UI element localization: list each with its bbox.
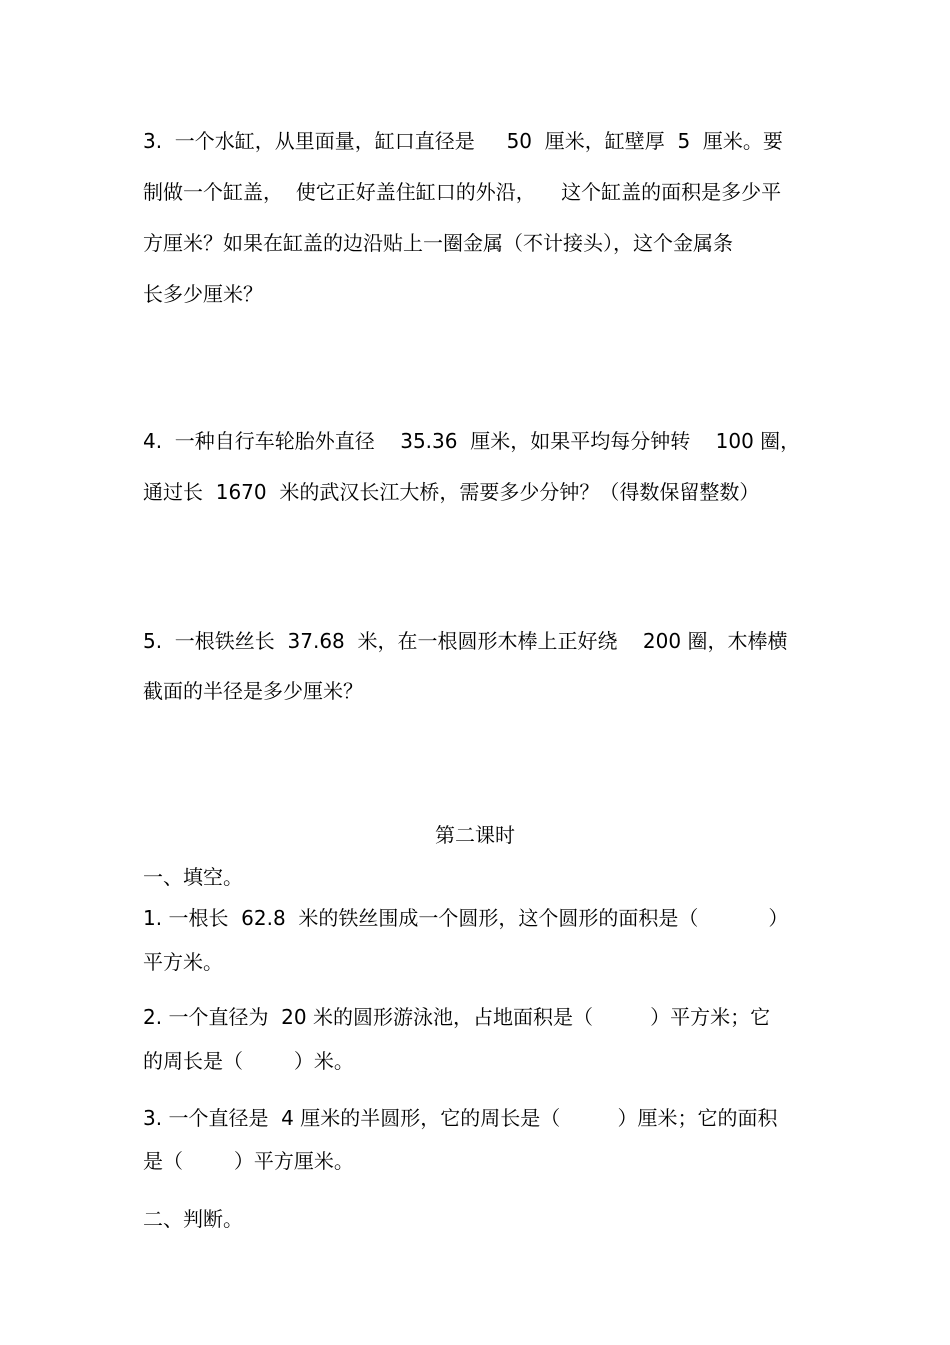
fill-item-3-line-2: 是（ ）平方厘米。 [143, 1149, 354, 1173]
fill-item-1-line-1: 1. 一根长 62.8 米的铁丝围成一个圆形，这个圆形的面积是（ ） [143, 906, 789, 930]
problem-3-line-4: 长多少厘米？ [143, 282, 263, 306]
problem-3-line-3: 方厘米？如果在缸盖的边沿贴上一圈金属（不计接头），这个金属条 [143, 231, 733, 255]
problem-4-line-1: 4. 一种自行车轮胎外直径 35.36 厘米，如果平均每分钟转 100 圈， [143, 429, 801, 453]
section-2-heading: 二、判断。 [143, 1207, 243, 1231]
fill-item-1-line-2: 平方米。 [143, 950, 223, 974]
lesson-title: 第二课时 [435, 823, 515, 847]
problem-5-line-2: 截面的半径是多少厘米？ [143, 679, 363, 703]
problem-4-line-2: 通过长 1670 米的武汉长江大桥，需要多少分钟？（得数保留整数） [143, 480, 760, 504]
fill-item-2-line-1: 2. 一个直径为 20 米的圆形游泳池，占地面积是（ ）平方米；它 [143, 1005, 771, 1029]
problem-5-line-1: 5. 一根铁丝长 37.68 米，在一根圆形木棒上正好绕 200 圈，木棒横 [143, 629, 788, 653]
fill-item-2-line-2: 的周长是（ ）米。 [143, 1049, 354, 1073]
section-1-heading: 一、填空。 [143, 865, 243, 889]
problem-3-line-1: 3. 一个水缸，从里面量，缸口直径是 50 厘米，缸壁厚 5 厘米。要 [143, 129, 783, 153]
fill-item-3-line-1: 3. 一个直径是 4 厘米的半圆形，它的周长是（ ）厘米；它的面积 [143, 1106, 778, 1130]
problem-3-line-2: 制做一个缸盖， 使它正好盖住缸口的外沿， 这个缸盖的面积是多少平 [143, 180, 782, 204]
